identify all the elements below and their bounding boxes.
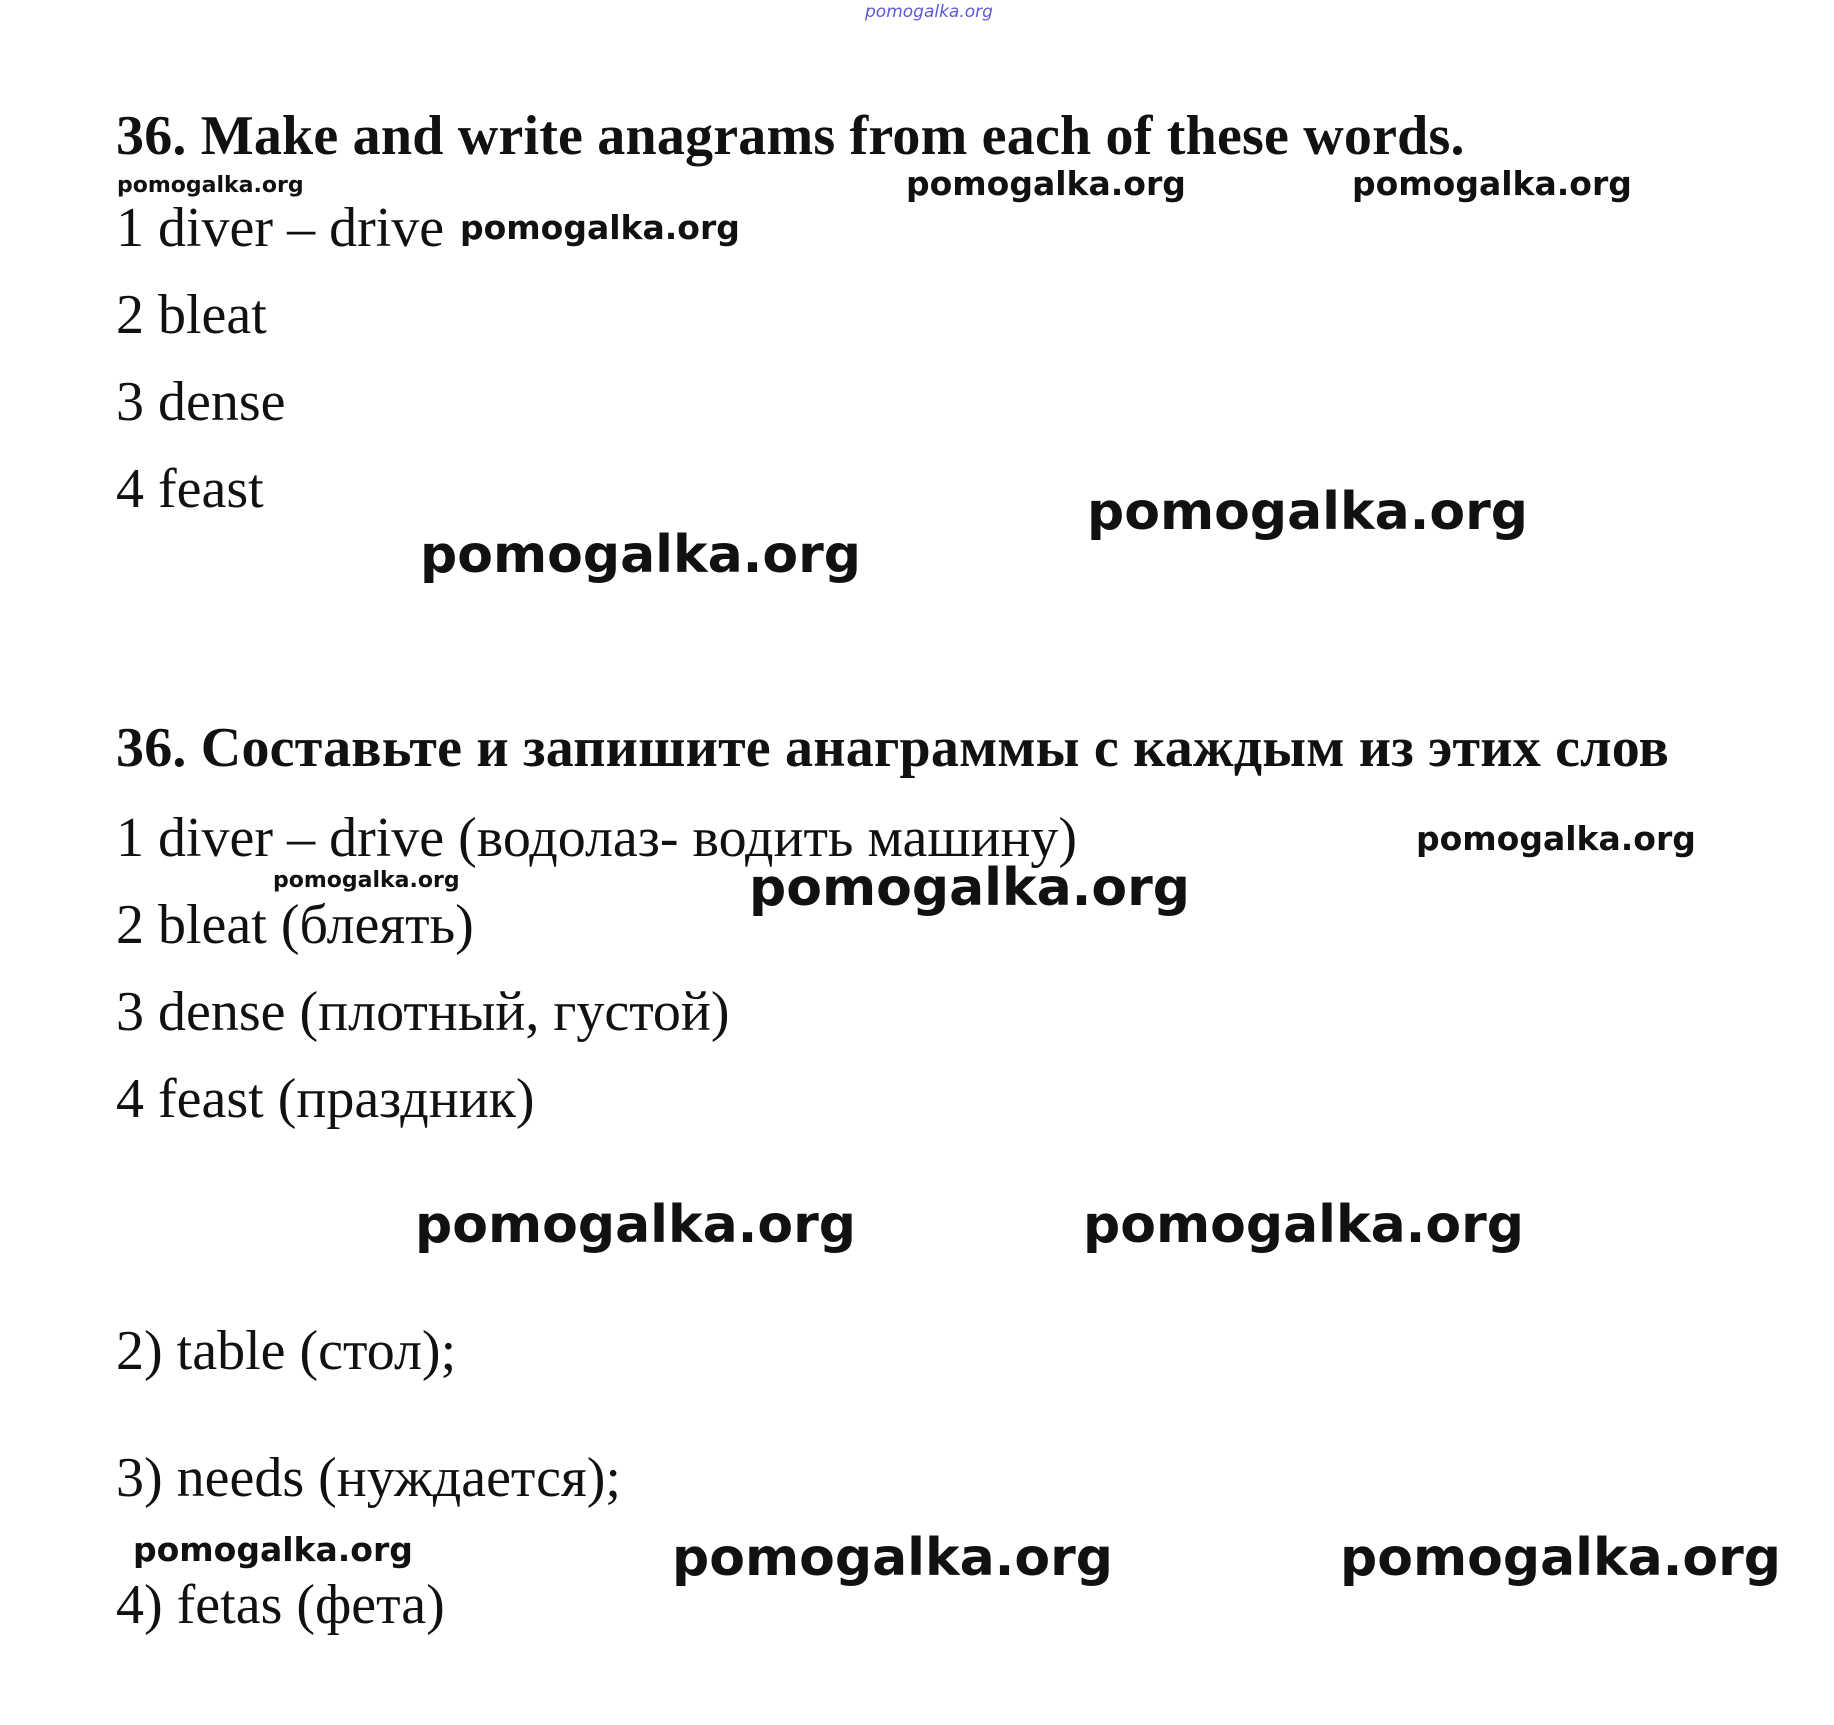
- watermark: pomogalka.org: [749, 858, 1191, 918]
- watermark: pomogalka.org: [273, 868, 460, 893]
- answer-line-4: 4) fetas (фета): [116, 1574, 445, 1636]
- answer-line-2: 2) table (стол);: [116, 1320, 457, 1382]
- exercise-item-en-1: 1 diver – drive: [116, 197, 445, 259]
- watermark: pomogalka.org: [1340, 1528, 1782, 1588]
- watermark: pomogalka.org: [906, 164, 1186, 203]
- exercise-heading-en: 36. Make and write anagrams from each of these words.: [116, 105, 1465, 167]
- exercise-heading-ru: 36. Составьте и запишите анаграммы с каждым из этих слов: [116, 717, 1670, 779]
- watermark: pomogalka.org: [415, 1195, 857, 1255]
- watermark: pomogalka.org: [1083, 1195, 1525, 1255]
- watermark: pomogalka.org: [460, 208, 740, 247]
- watermark: pomogalka.org: [1416, 819, 1696, 858]
- watermark: pomogalka.org: [1352, 164, 1632, 203]
- watermark: pomogalka.org: [672, 1528, 1114, 1588]
- top-watermark: pomogalka.org: [865, 2, 993, 22]
- watermark: pomogalka.org: [1087, 482, 1529, 542]
- exercise-item-ru-3: 3 dense (плотный, густой): [116, 981, 730, 1043]
- watermark: pomogalka.org: [133, 1530, 413, 1569]
- watermark: pomogalka.org: [420, 525, 862, 585]
- watermark: pomogalka.org: [117, 173, 304, 198]
- answer-line-3: 3) needs (нуждается);: [116, 1447, 621, 1509]
- exercise-item-ru-2: 2 bleat (блеять): [116, 894, 474, 956]
- exercise-item-en-3: 3 dense: [116, 371, 286, 433]
- exercise-item-en-2: 2 bleat: [116, 284, 267, 346]
- exercise-item-ru-1: 1 diver – drive (водолаз- водить машину): [116, 807, 1078, 869]
- exercise-item-en-4: 4 feast: [116, 458, 264, 520]
- exercise-item-ru-4: 4 feast (праздник): [116, 1068, 535, 1130]
